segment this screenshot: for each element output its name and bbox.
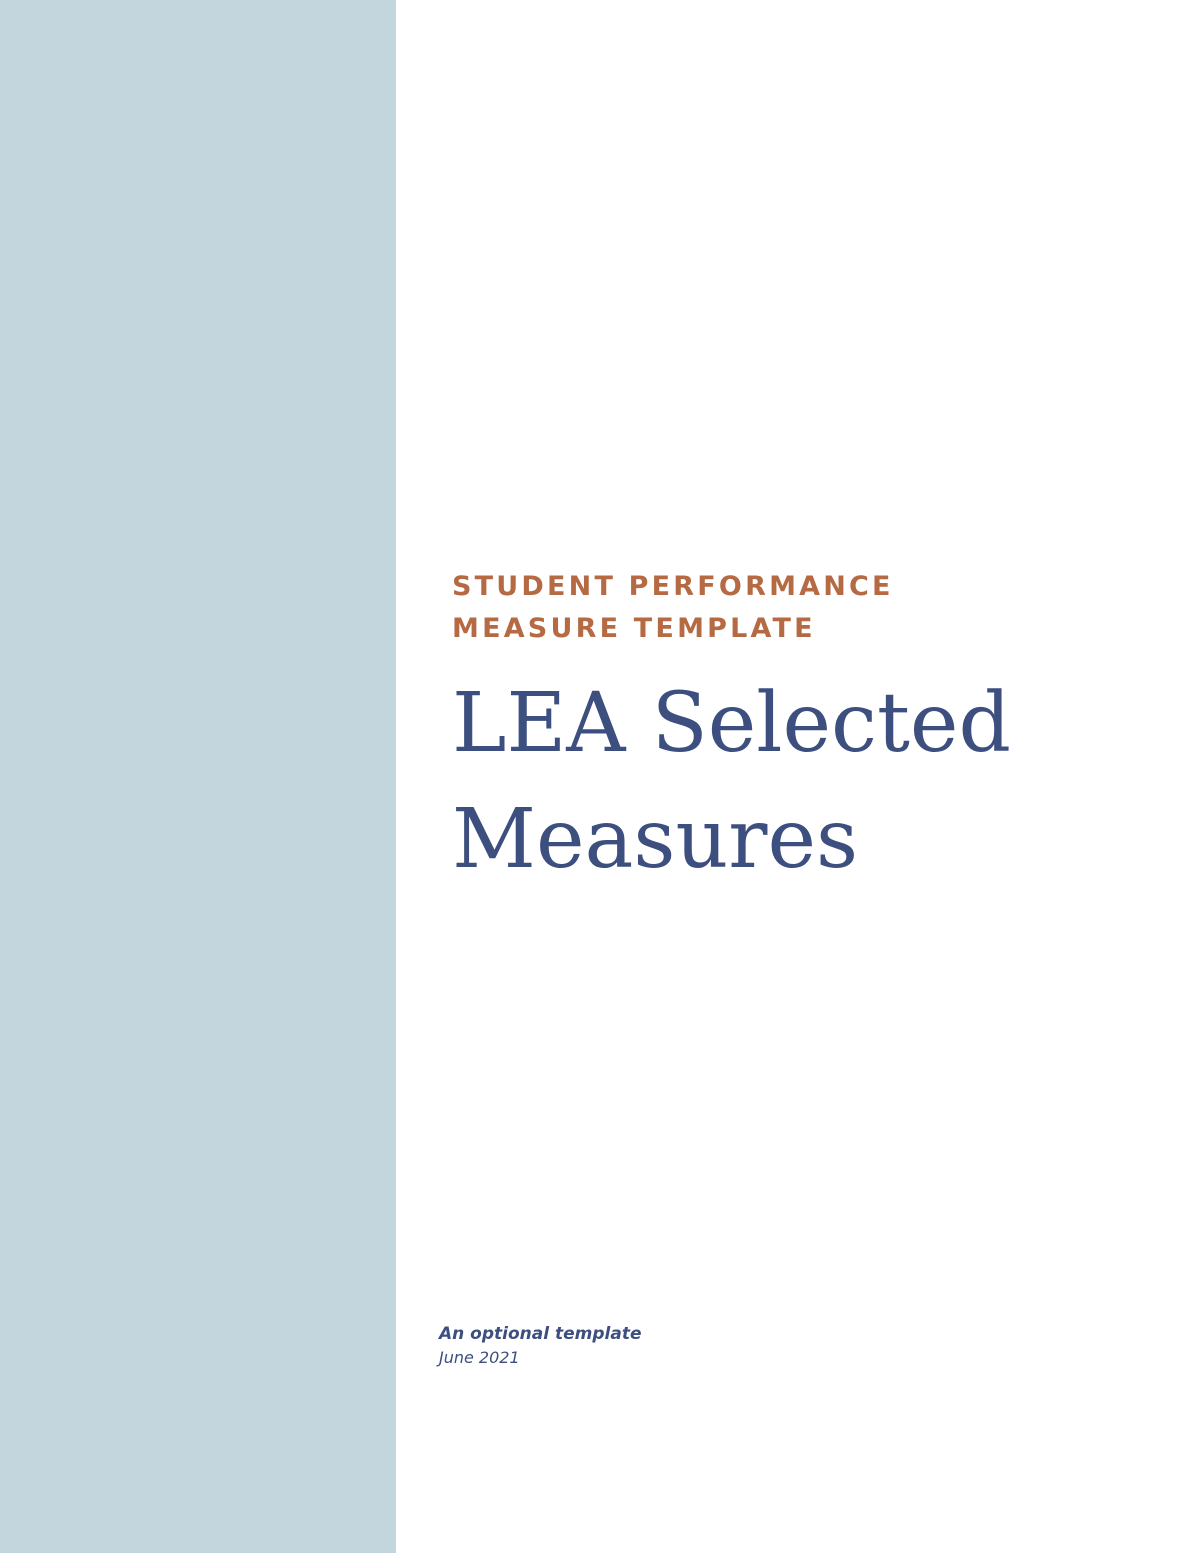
footer-block	[439, 1322, 939, 1370]
title-line-2: Measures	[452, 792, 859, 887]
sidebar-color-band	[0, 0, 396, 1553]
title-block	[452, 566, 1152, 898]
eyebrow-line-2: MEASURE TEMPLATE	[452, 613, 816, 644]
publication-date: June 2021	[439, 1348, 520, 1367]
subtitle: An optional template	[439, 1324, 642, 1344]
title-line-1: LEA Selected	[452, 676, 1011, 771]
document-title	[452, 666, 1152, 898]
eyebrow-line-1: STUDENT PERFORMANCE	[452, 571, 894, 602]
